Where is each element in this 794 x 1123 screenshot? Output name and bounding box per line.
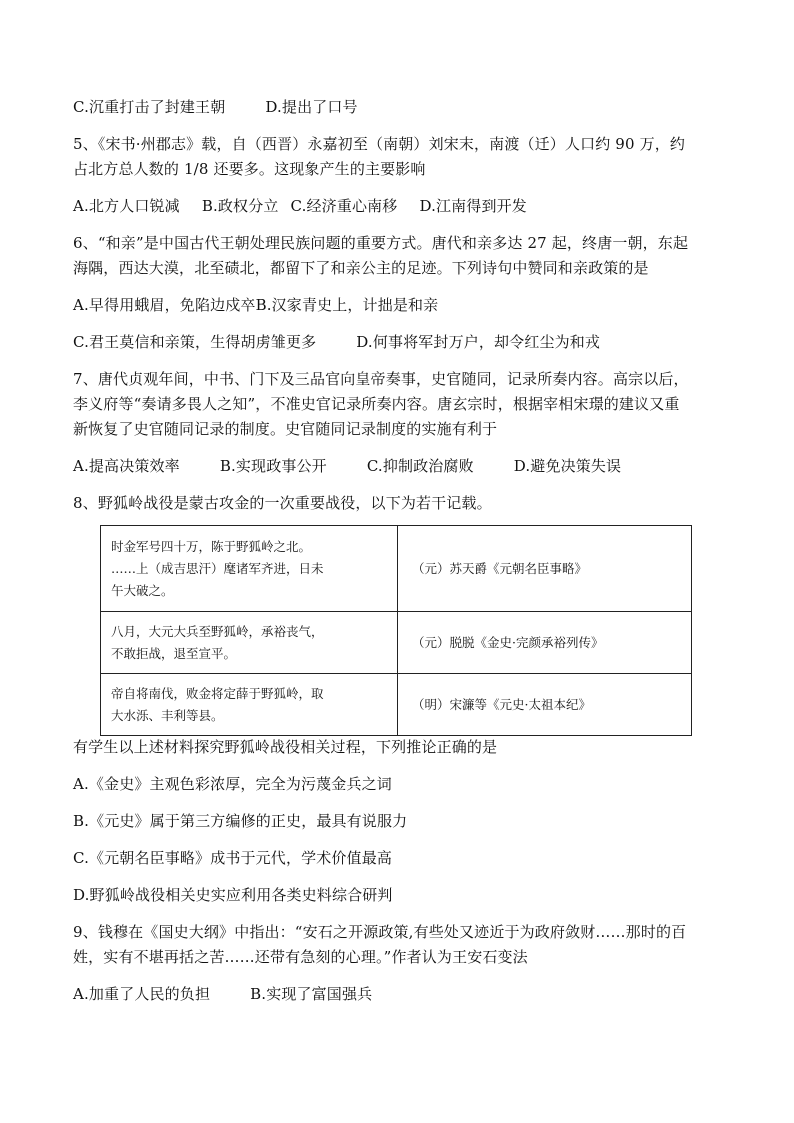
q5-option-c: C.经济重心南移 (290, 197, 398, 215)
q7-options (73, 458, 733, 475)
q5-stem-line1: 5、《宋书·州郡志》载，自（西晋）永嘉初至（南朝）刘宋末，南渡（迁）人口约 90 万，约 (73, 135, 686, 153)
q8-option-b: B.《元史》属于第三方编修的正史，最具有说服力 (73, 812, 408, 830)
q5-stem-line2: 占北方总人数的 1/8 还要多。这现象产生的主要影响 (73, 160, 426, 178)
q7-stem-line3: 新恢复了史官随同记录的制度。史官随同记录制度的实施有利于 (73, 420, 498, 438)
table-cell-source: （明）宋濂等《元史·太祖本纪》 (398, 674, 692, 736)
table-row (101, 526, 692, 612)
q7-stem-line2: 李义府等“奏请多畏人之知”，不准史官记录所奏内容。唐玄宗时，根据宰相宋璟的建议又重 (73, 395, 680, 413)
table-cell-source: （元）苏天爵《元朝名臣事略》 (398, 526, 692, 612)
q9-stem-line2: 姓，实有不堪再括之苦……还带有急刻的心理。”作者认为王安石变法 (73, 948, 528, 966)
q7-option-c: C.抑制政治腐败 (366, 457, 474, 475)
q7-stem-line1: 7、唐代贞观年间，中书、门下及三品官向皇帝奏事，史官随同，记录所奏内容。高宗以后， (73, 370, 689, 388)
q9-option-b: B.实现了富国强兵 (250, 985, 373, 1003)
table-row (101, 612, 692, 674)
q8-option-c: C.《元朝名臣事略》成书于元代，学术价值最高 (73, 849, 393, 867)
q8-option-a: A.《金史》主观色彩浓厚，完全为污蔑金兵之词 (73, 775, 392, 793)
q6-option-d: D.何事将军封万户，却令红尘为和戎 (356, 333, 601, 351)
q6-options-ab (73, 297, 733, 314)
table-row (101, 674, 692, 736)
q4-option-d: D.提出了口号 (265, 98, 358, 116)
record-text-line: 不敢拒战，退至宣平。 (111, 645, 237, 661)
q6-stem-line2: 海隅，西达大漠，北至碛北，都留下了和亲公主的足迹。下列诗句中赞同和亲政策的是 (73, 259, 649, 277)
q8-after-table: 有学生以上述材料探究野狐岭战役相关过程，下列推论正确的是 (73, 738, 498, 756)
q5-option-a: A.北方人口锐减 (73, 197, 180, 215)
q9-stem-line1: 9、钱穆在《国史大纲》中指出：“安石之开源政策,有些处又迹近于为政府敛财……那时的百 (73, 923, 687, 941)
q6-options-cd (73, 334, 733, 351)
q8-option-d: D.野狐岭战役相关史实应利用各类史料综合研判 (73, 886, 393, 904)
q5-options (73, 198, 733, 215)
q8-source-table (100, 525, 692, 736)
q7-option-b: B.实现政事公开 (219, 457, 327, 475)
record-text-line: 时金军号四十万，陈于野狐岭之北。 (111, 538, 312, 554)
q6-option-c: C.君王莫信和亲策，生得胡虏雏更多 (73, 333, 317, 351)
q4-options-cd (73, 99, 733, 116)
q7-option-a: A.提高决策效率 (73, 457, 180, 475)
record-text-line: 午大破之。 (111, 582, 174, 598)
record-text-line: 帝自将南伐，败金将定薛于野狐岭，取 (111, 685, 324, 701)
record-text-line: ……上（成吉思汗）麾诸军齐进，日未 (111, 560, 324, 576)
q4-option-c: C.沉重打击了封建王朝 (73, 98, 226, 116)
q5-option-b: B.政权分立 (201, 197, 279, 215)
q6-option-b: B.汉家青史上，计拙是和亲 (255, 296, 439, 314)
table-cell-record (101, 674, 398, 736)
table-cell-record (101, 612, 398, 674)
q7-option-d: D.避免决策失误 (513, 457, 622, 475)
q6-stem-line1: 6、“和亲”是中国古代王朝处理民族问题的重要方式。唐代和亲多达 27 起，终唐一朝，东起 (73, 234, 689, 252)
q9-options (73, 986, 733, 1003)
q5-option-d: D.江南得到开发 (419, 197, 527, 215)
q6-option-a: A.早得用蛾眉，免陷边戍卒 (73, 296, 256, 314)
q9-option-a: A.加重了人民的负担 (73, 985, 211, 1003)
record-text-line: 大水泺、丰利等县。 (111, 707, 224, 723)
table-cell-record (101, 526, 398, 612)
table-cell-source: （元）脱脱《金史·完颜承裕列传》 (398, 612, 692, 674)
q8-stem: 8、野狐岭战役是蒙古攻金的一次重要战役，以下为若干记载。 (73, 494, 492, 512)
record-text-line: 八月，大元大兵至野狐岭，承裕丧气， (111, 623, 324, 639)
